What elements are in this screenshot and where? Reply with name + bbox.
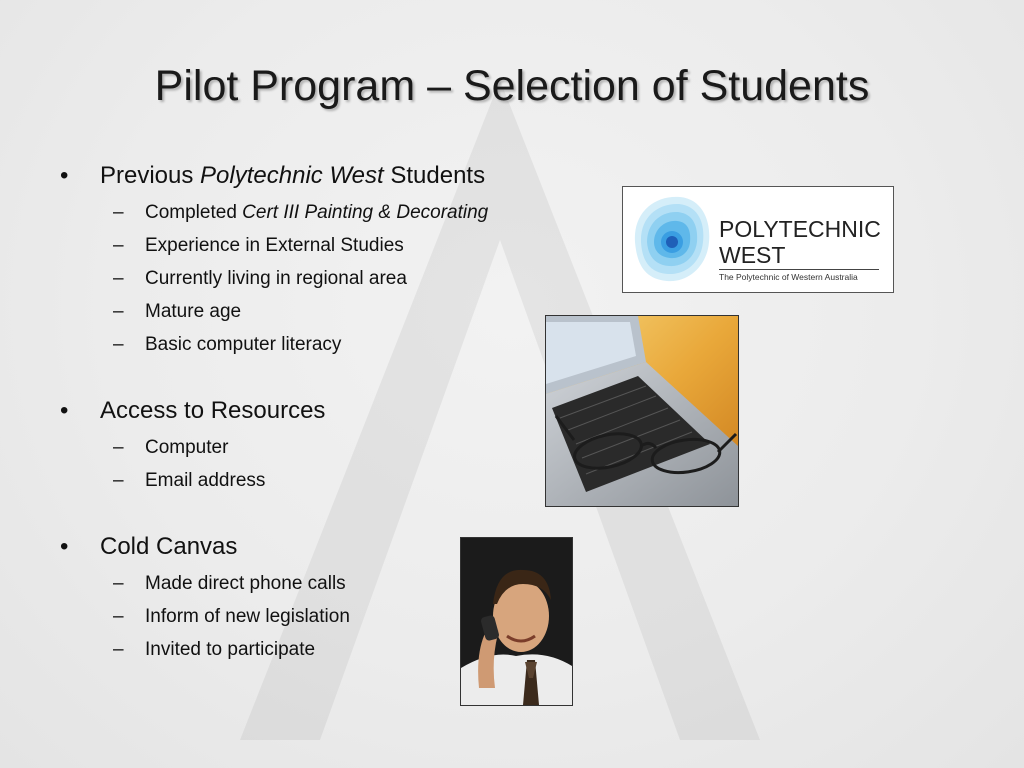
sub-item-text: Mature age: [145, 301, 242, 322]
sub-item-text: Experience in External Studies: [145, 235, 404, 256]
bullet-heading: [60, 160, 580, 192]
laptop-glasses-image: [545, 315, 739, 507]
polytechnic-west-logo: [622, 186, 894, 293]
section-access-resources: [60, 395, 580, 497]
sub-item-text: Email address: [145, 470, 266, 491]
sub-item-emphasis: Cert III Painting & Decorating: [242, 202, 489, 223]
sub-item: [60, 328, 580, 361]
sub-item-text: Basic computer literacy: [145, 334, 342, 355]
sub-item: [60, 431, 580, 464]
man-on-phone-image: [460, 537, 573, 706]
heading-text: Previous: [100, 162, 201, 189]
sub-item: [60, 196, 580, 229]
logo-divider: [719, 269, 879, 270]
slide-title: Pilot Program – Selection of Students: [154, 62, 870, 110]
laptop-with-glasses-icon: [546, 316, 738, 506]
logo-line1: POLYTECHNIC: [719, 216, 881, 242]
sub-item-text: Completed: [145, 202, 243, 223]
logo-line2: WEST: [719, 242, 786, 268]
bullet-heading: [60, 395, 580, 427]
man-on-phone-icon: [461, 538, 572, 705]
sub-item: [60, 229, 580, 262]
sub-list: [60, 196, 580, 361]
sub-item: [60, 295, 580, 328]
sub-item-text: Invited to participate: [145, 639, 316, 660]
sub-item-text: Made direct phone calls: [145, 573, 346, 594]
sub-list: [60, 431, 580, 497]
logo-tagline: The Polytechnic of Western Australia: [719, 272, 858, 282]
sub-item-text: Computer: [145, 437, 229, 458]
heading-text: Access to Resources: [100, 397, 326, 424]
logo-emblem-icon: [625, 187, 715, 292]
sub-item-text: Inform of new legislation: [145, 606, 350, 627]
sub-item-text: Currently living in regional area: [145, 268, 407, 289]
sub-item: [60, 262, 580, 295]
sub-item: [60, 464, 580, 497]
heading-text: Cold Canvas: [100, 533, 238, 560]
heading-text: Students: [383, 162, 486, 189]
section-previous-students: [60, 160, 580, 361]
heading-emphasis: Polytechnic West: [200, 162, 384, 189]
